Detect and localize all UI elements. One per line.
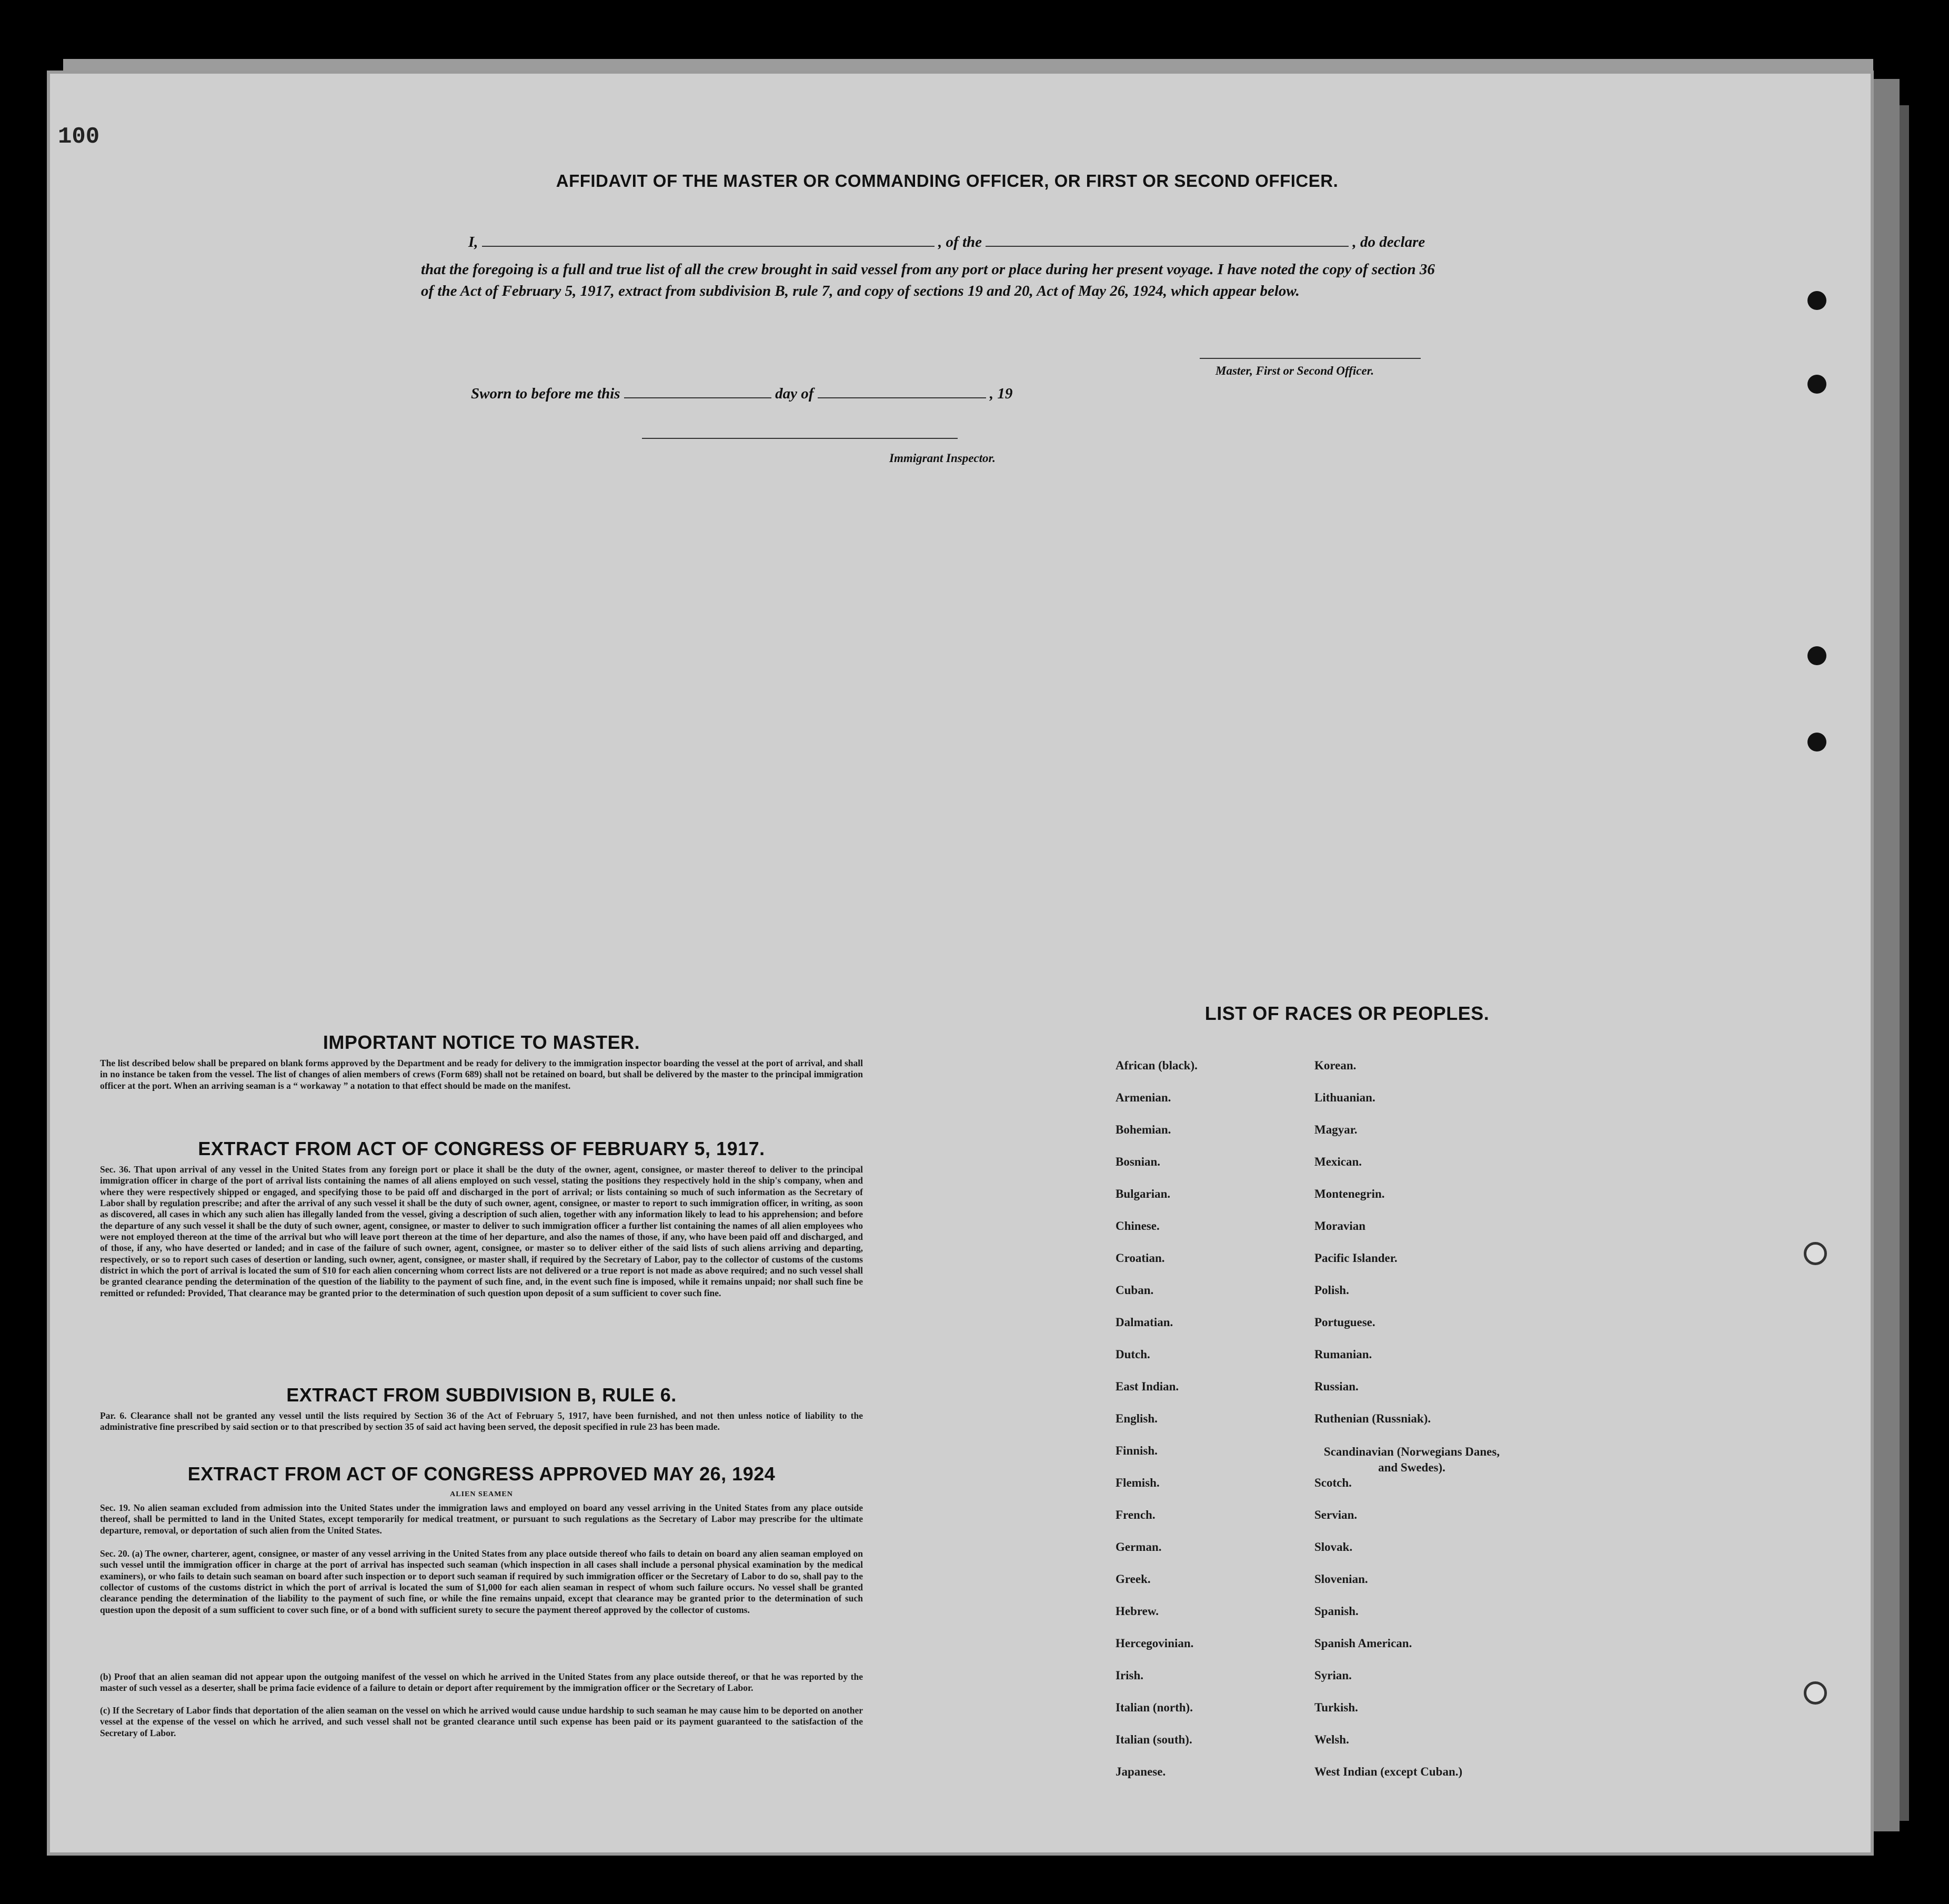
race-item: Scandinavian (Norwegians Danes, and Swedes). [1323, 1445, 1500, 1474]
race-item: Scotch. [1314, 1476, 1352, 1489]
race-item: Mexican. [1314, 1155, 1362, 1168]
binder-hole-icon [1807, 733, 1826, 751]
inspector-signature-label: Immigrant Inspector. [889, 452, 996, 465]
race-item: Hercegovinian. [1116, 1637, 1194, 1650]
officer-name-field[interactable] [482, 246, 935, 247]
affidavit-of-the-label: , of the [938, 234, 982, 250]
notice-body: The list described below shall be prepared on blank forms approved by the Department and be ready for delivery to the immigration inspector boarding the vessel at the port of arrival, and shall in no instance be taken from the vessel. The list of changes of alien members of crews (Form 689) shall not be retained on board, but shall be delivered by the master to the principal immigration officer at the port. When an arriving seaman is a “ workaway ” a notation to that effect should be made on the manifest. [100, 1058, 863, 1091]
race-item: German. [1116, 1540, 1162, 1554]
race-item: Slovenian. [1314, 1572, 1368, 1586]
race-item: Spanish American. [1314, 1637, 1412, 1650]
race-item: Rumanian. [1314, 1348, 1372, 1361]
race-item: Finnish. [1116, 1444, 1158, 1457]
extract-1924-subtitle: ALIEN SEAMEN [450, 1490, 513, 1498]
race-item: Bosnian. [1116, 1155, 1161, 1168]
race-item: English. [1116, 1412, 1158, 1425]
extract-1924-sec19: Sec. 19. No alien seaman excluded from admission into the United States under the immigration laws and employed on board any vessel arriving in the United States from any place outside thereof, shall be permitted to land in the United States, except temporarily for medical treatment, or pursuant to such regulations as the Secretary of Labor may prescribe for the ultimate departure, removal, or deportation of such alien from the United States. [100, 1502, 863, 1536]
binder-hole-icon [1807, 646, 1826, 665]
race-item: Ruthenian (Russniak). [1314, 1412, 1431, 1425]
race-item: Dutch. [1116, 1348, 1150, 1361]
affidavit-declare-label: , do declare [1352, 234, 1425, 250]
extract-rule-title: EXTRACT FROM SUBDIVISION B, RULE 6. [286, 1384, 677, 1406]
race-item: Greek. [1116, 1572, 1151, 1586]
notice-title: IMPORTANT NOTICE TO MASTER. [323, 1031, 640, 1053]
race-item: Slovak. [1314, 1540, 1353, 1554]
race-item: Montenegrin. [1314, 1187, 1385, 1200]
race-item: French. [1116, 1508, 1156, 1521]
race-item: West Indian (except Cuban.) [1314, 1765, 1463, 1778]
race-item: Korean. [1314, 1059, 1357, 1072]
affidavit-i-label: I, [468, 234, 478, 250]
extract-1924-sec20c: (c) If the Secretary of Labor finds that deportation of the alien seaman on the vessel on which he arrived would cause undue hardship to such seaman he may cause him to be deported on another vessel at the expense of the vessel on which he arrived, and such vessel shall not be granted clearance until such expense has been paid or its payment guaranteed to the satisfaction of the Secretary of Labor. [100, 1705, 863, 1738]
race-item: Syrian. [1314, 1669, 1352, 1682]
race-item: Cuban. [1116, 1284, 1154, 1297]
race-item: Servian. [1314, 1508, 1358, 1521]
race-item: Bohemian. [1116, 1123, 1171, 1136]
reinforced-hole-icon [1804, 1242, 1827, 1265]
underlying-sheet-edge [1873, 79, 1900, 1831]
affidavit-declaration-line [468, 232, 1468, 253]
race-item: Italian (north). [1116, 1701, 1193, 1714]
affidavit-title: AFFIDAVIT OF THE MASTER OR COMMANDING OFFICER, OR FIRST OR SECOND OFFICER. [556, 171, 1339, 191]
race-item: Pacific Islander. [1314, 1251, 1398, 1265]
race-item: Italian (south). [1116, 1733, 1192, 1746]
race-item: Chinese. [1116, 1219, 1160, 1232]
vessel-name-field[interactable] [986, 246, 1349, 247]
underlying-sheet-edge [1900, 105, 1909, 1821]
races-title: LIST OF RACES OR PEOPLES. [1204, 1003, 1490, 1024]
race-item: Croatian. [1116, 1251, 1165, 1265]
race-item: Lithuanian. [1314, 1091, 1375, 1104]
year-prefix-label: , 19 [989, 385, 1013, 402]
reinforced-hole-icon [1804, 1681, 1827, 1705]
race-item: Russian. [1314, 1380, 1359, 1393]
race-item: Armenian. [1116, 1091, 1171, 1104]
race-item: Portuguese. [1314, 1316, 1375, 1329]
sheet-number: 100 [58, 124, 100, 150]
extract-1917-body: Sec. 36. That upon arrival of any vessel in the United States from any foreign port or place it shall be the duty of the owner, agent, consignee, or master thereof to deliver to the principal immigration officer in charge of the port of arrival lists containing the names of all aliens employed on such vessel, stating the positions they respectively hold in the ship's company, when and where they were respectively shipped or engaged, and specifying those to be paid off and discharged in the port of arrival; or lists containing so much of such information as the Secretary of Labor shall by regulation prescribe; and after the arrival of any such vessel it shall be the duty of such owner, agent, consignee, or master to report to such immigration officer, in writing, as soon as discovered, all cases in which any such alien has illegally landed from the vessel, giving a description of such alien, together with any information likely to lead to his apprehension; and before the departure of any such vessel it shall be the duty of such owner, agent, consignee, or master to deliver to such immigration officer a further list containing the names of all alien employees who were not employed thereon at the time of the arrival but who will leave port thereon at the time of her departure, and also the names of those, if any, who have been paid off and discharged, and of those, if any, who have deserted or landed; and in case of the failure of such owner, agent, consignee, or master so to deliver either of the said lists of such aliens arriving and departing, respectively, or so to report such cases of desertion or landing, such owner, agent, consignee, or master shall, if required by the Secretary of Labor, pay to the collector of customs of the customs district in which the port of arrival is located the sum of $10 for each alien concerning whom correct lists are not delivered or a true report is not made as above required; and no such vessel shall be granted clearance pending the determination of the question of the liability to the payment of such fine, and, in the event such fine is imposed, while it remains unpaid; nor shall such fine be remitted or refunded: Provided, That clearance may be granted prior to the determination of such question upon deposit of a sum sufficient to cover such fine. [100, 1164, 863, 1298]
race-item: African (black). [1116, 1059, 1198, 1072]
sworn-line [471, 383, 1260, 405]
race-item: Flemish. [1116, 1476, 1160, 1489]
race-item: Irish. [1116, 1669, 1144, 1682]
inspector-signature-line[interactable] [642, 438, 958, 439]
race-item: Welsh. [1314, 1733, 1349, 1746]
race-item: Japanese. [1116, 1765, 1166, 1778]
race-item: Hebrew. [1116, 1605, 1159, 1618]
races-left-column [1116, 1059, 1337, 1797]
day-of-label: day of [775, 385, 814, 402]
race-item: Magyar. [1314, 1123, 1358, 1136]
extract-1924-title: EXTRACT FROM ACT OF CONGRESS APPROVED MAY 26, 1924 [187, 1463, 776, 1485]
race-item: Dalmatian. [1116, 1316, 1173, 1329]
race-item: Polish. [1314, 1284, 1349, 1297]
extract-rule-body: Par. 6. Clearance shall not be granted any vessel until the lists required by Section 36 of the Act of February 5, 1917, have been furnished, and not then unless notice of liability to the administrative fine prescribed by said section or to that prescribed by section 35 of said act having been served, the deposit specified in rule 23 has been made. [100, 1410, 863, 1432]
master-signature-label: Master, First or Second Officer. [1215, 364, 1374, 377]
sworn-label: Sworn to before me this [471, 385, 620, 402]
binder-hole-icon [1807, 291, 1826, 310]
race-item: Spanish. [1314, 1605, 1359, 1618]
affidavit-body: that the foregoing is a full and true list of all the crew brought in said vessel from any port or place during her present voyage. I have noted the copy of section 36 of the Act of February 5, 1917, extract from subdivision B, rule 7, and copy of sections 19 and 20, Act of May 26, 1924, which appear below. [421, 261, 1435, 299]
race-item: Bulgarian. [1116, 1187, 1171, 1200]
sworn-month-field[interactable] [818, 397, 986, 398]
extract-1924-sec20b: (b) Proof that an alien seaman did not appear upon the outgoing manifest of the vessel on which he arrived in the United States from any place outside thereof, or that he was reported by the master of such vessel as a deserter, shall be prima facie evidence of a failure to detain or deport after requirement by the immigration officer or the Secretary of Labor. [100, 1671, 863, 1693]
sworn-day-field[interactable] [624, 397, 771, 398]
race-item: Moravian [1314, 1219, 1366, 1232]
race-item: East Indian. [1116, 1380, 1179, 1393]
underlying-sheet-edge-top [63, 59, 1873, 75]
master-signature-line[interactable] [1200, 358, 1421, 359]
race-item: Turkish. [1314, 1701, 1358, 1714]
binder-hole-icon [1807, 375, 1826, 394]
extract-1924-sec20a: Sec. 20. (a) The owner, charterer, agent, consignee, or master of any vessel arriving in the United States from any place outside thereof who fails to detain on board any alien seaman employed on such vessel until the immigration officer in charge at the port of arrival has inspected such seaman (which inspection in all cases shall include a personal physical examination by the medical examiners), or who fails to detain such seaman on board after such inspection or to deport such seaman if required by such immigration officer or the Secretary of Labor to do so, shall pay to the collector of customs of the customs district in which the port of arrival is located the sum of $1,000 for each alien seaman in respect of whom such failure occurs. No vessel shall be granted clearance pending the determination of the liability to the payment of such fine, or while the fine remains unpaid, except that clearance may be granted prior to the determination of such question upon the deposit of a sum sufficient to cover such fine, or of a bond with sufficient surety to secure the payment thereof approved by the collector of customs. [100, 1548, 863, 1615]
races-right-column [1314, 1059, 1546, 1797]
extract-1917-title: EXTRACT FROM ACT OF CONGRESS OF FEBRUARY 5, 1917. [198, 1138, 765, 1159]
